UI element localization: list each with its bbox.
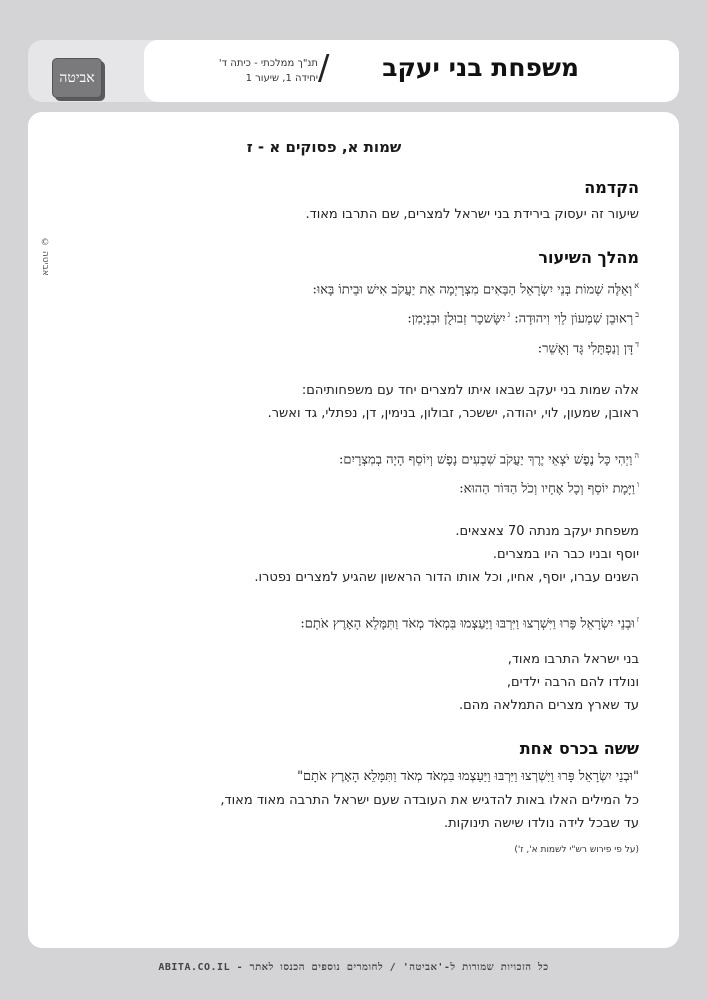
abita-logo: אביטה bbox=[52, 58, 102, 98]
explanation-line: משפחת יעקב מנתה 70 צאצאים. bbox=[455, 523, 639, 539]
curriculum-label: תנ"ך ממלכתי - כיתה ד' bbox=[218, 58, 318, 69]
explanation-line: ראובן, שמעון, לוי, יהודה, יששכר, זבולון, בנימין, דן, נפתלי, גד ואשר. bbox=[267, 405, 639, 421]
explanation-line: השנים עברו, יוסף, אחיו, וכל אותו הדור הראשון שהגיע למצרים נפטרו. bbox=[254, 569, 639, 585]
unit-label: יחידה 1, שיעור 1 bbox=[245, 73, 318, 84]
lesson-heading: מהלך השיעור bbox=[538, 248, 639, 267]
verse-7: $^ז$וּבְנֵי יִשְׂרָאֵל פָּרוּ וַיִּשְׁרְצוּ וַיִּרְבּוּ וַיַּעַצְמוּ בִּמְאֹד מְאֹד וַתִּמָּלֵא הָאָרֶץ אֹתָם: bbox=[300, 614, 639, 631]
explanation-line: יוסף ובניו כבר היו במצרים. bbox=[492, 546, 639, 562]
six-line: כל המילים האלו באות להדגיש את העובדה שעם ישראל התרבה מאוד מאוד, bbox=[220, 792, 639, 808]
six-quote: "וּבְנֵי יִשְׂרָאֵל פָּרוּ וַיִּשְׁרְצוּ וַיִּרְבּוּ וַיַּעַצְמוּ בִּמְאֹד מְאֹד וַתִּמָּלֵא הָאָרֶץ אֹתָם" bbox=[297, 768, 639, 784]
lesson-content bbox=[119, 138, 639, 855]
verse-1: $^א$וְאֵלֶּה שְׁמוֹת בְּנֵי יִשְׂרָאֵל הַבָּאִים מִצְרָיְמָה אֵת יַעֲקֹב אִישׁ וּבֵיתוֹ בָּאוּ: bbox=[312, 281, 639, 298]
explanation-line: ונולדו להם הרבה ילדים, bbox=[506, 674, 639, 690]
verse-2-3: $^ב$רְאוּבֵן שִׁמְעוֹן לֵוִי וִיהוּדָה: $^ג$יִשָּׂשכָר זְבוּלֻן וּבִנְיָמִן: bbox=[407, 310, 639, 327]
intro-heading: הקדמה bbox=[584, 178, 639, 197]
source-note: (על פי פירוש רש"י לשמות א', ז') bbox=[514, 844, 639, 855]
explanation-line: בני ישראל התרבו מאוד, bbox=[507, 651, 639, 667]
explanation-line: אלה שמות בני יעקב שבאו איתו למצרים יחד עם משפחותיהם: bbox=[301, 382, 639, 398]
explanation-line: עד שארץ מצרים התמלאה מהם. bbox=[459, 697, 639, 713]
verse-4: $^ד$דָּן וְנַפְתָּלִי גָּד וְאָשֵׁר: bbox=[537, 339, 639, 356]
intro-text: שיעור זה יעסוק בירידת בני ישראל למצרים, שם התרבו מאוד. bbox=[305, 207, 639, 222]
six-heading: ששה בכרס אחת bbox=[519, 738, 639, 758]
copyright-mark: © אביטה bbox=[40, 238, 50, 276]
lesson-title: שמות א, פסוקים א - ז bbox=[246, 138, 402, 156]
footer-credit: כל הזכויות שמורות ל-'אביטה' / לחומרים נוספים הכנסו לאתר - ABITA.CO.IL bbox=[158, 962, 549, 973]
title-divider: / bbox=[318, 48, 330, 88]
verse-5: $^ה$וַיְהִי כָּל נֶפֶשׁ יֹצְאֵי יֶרֶךְ יַעֲקֹב שִׁבְעִים נָפֶשׁ וְיוֹסֵף הָיָה בְמִצְרָיִם: bbox=[338, 450, 639, 468]
verse-6: $^ו$וַיָּמָת יוֹסֵף וְכָל אֶחָיו וְכֹל הַדּוֹר הַהוּא: bbox=[459, 480, 639, 497]
title-box bbox=[144, 40, 679, 102]
page-title: משפחת בני יעקב bbox=[382, 53, 579, 82]
six-line: עד שבכל לידה נולדו שישה תינוקות. bbox=[443, 815, 639, 831]
